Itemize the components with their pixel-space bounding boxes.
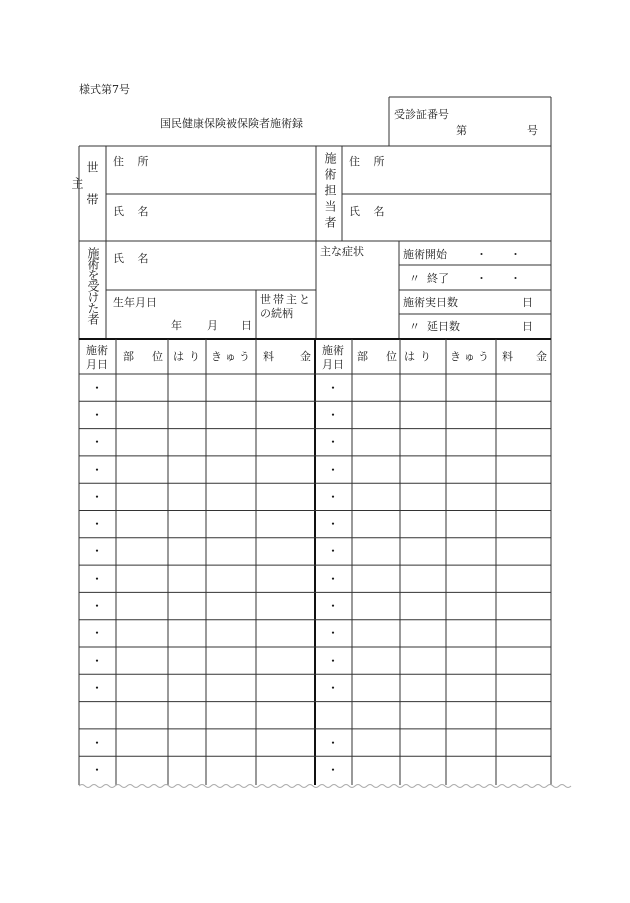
right-row-date-dot: ・ [327,653,340,668]
right-row-date-dot: ・ [327,544,340,559]
practitioner-label-text: 施術担当者 [323,152,337,232]
right-header-hari: はり [404,350,436,363]
right-header-kyuu: きゅう [450,350,492,363]
right-row-date-dot: ・ [327,517,340,532]
left-row-date-dot: ・ [91,407,104,422]
end-ditto-mark: 〃 [409,272,420,285]
end-dot-1: ・ [476,272,487,285]
right-header-site-2: 位 [386,350,397,363]
certificate-label: 受診証番号 [394,108,449,121]
left-header-date-1: 施術 [86,344,108,357]
left-row-date-dot: ・ [91,435,104,450]
right-header-site-1: 部 [357,350,368,363]
left-header-date-2: 月日 [86,358,108,371]
left-row-date-dot: ・ [91,571,104,586]
left-row-date-dot: ・ [91,599,104,614]
left-row-date-dot: ・ [91,462,104,477]
patient-label-text: 施術を受けた者 [86,247,100,324]
patient-name-label: 氏 名 [113,252,154,265]
birthdate-label: 生年月日 [113,296,157,309]
left-header-site-1: 部 [123,350,134,363]
left-header-site-2: 位 [152,350,163,363]
form-title: 国民健康保険被保険者施術録 [160,117,303,130]
actual-days-label: 施術実日数 [403,296,458,309]
left-row-date-dot: ・ [91,517,104,532]
extended-days-unit: 日 [522,320,533,333]
householder-address-label: 住 所 [113,155,154,168]
relation-label-line1: 世帯主と [260,293,312,306]
right-row-date-dot: ・ [327,680,340,695]
left-header-kyuu: きゅう [211,350,253,363]
right-row-date-dot: ・ [327,407,340,422]
symptoms-label: 主な症状 [320,245,364,258]
start-dot-2: ・ [510,248,521,261]
left-row-date-dot: ・ [91,626,104,641]
certificate-dai: 第 [456,124,467,137]
householder-name-label: 氏 名 [113,205,154,218]
birth-year-unit: 年 [171,319,182,332]
extended-days-label: 延日数 [427,320,460,333]
right-row-date-dot: ・ [327,571,340,586]
right-row-date-dot: ・ [327,489,340,504]
practitioner-name-label: 氏 名 [349,205,390,218]
left-row-date-dot: ・ [91,489,104,504]
left-row-date-dot: ・ [91,544,104,559]
left-header-hari: はり [173,350,205,363]
form-number-label: 様式第7号 [79,83,130,96]
right-row-date-dot: ・ [327,735,340,750]
right-header-date-2: 月日 [322,358,344,371]
end-dot-2: ・ [510,272,521,285]
treatment-end-label: 終了 [427,272,449,285]
right-row-date-dot: ・ [327,626,340,641]
relation-label-line2: の続柄 [260,307,293,320]
left-header-fee-2: 金 [300,350,311,363]
certificate-go: 号 [527,124,538,137]
right-row-date-dot: ・ [327,435,340,450]
left-row-date-dot: ・ [91,762,104,777]
birth-day-unit: 日 [241,319,252,332]
treatment-start-label: 施術開始 [403,248,447,261]
left-row-date-dot: ・ [91,653,104,668]
birth-month-unit: 月 [207,319,218,332]
left-header-fee-1: 料 [263,350,274,363]
right-header-fee-1: 料 [502,350,513,363]
right-header-fee-2: 金 [536,350,547,363]
start-dot-1: ・ [476,248,487,261]
left-row-date-dot: ・ [91,735,104,750]
left-row-date-dot: ・ [91,680,104,695]
actual-days-unit: 日 [522,296,533,309]
right-row-date-dot: ・ [327,762,340,777]
practitioner-address-label: 住 所 [349,155,390,168]
right-header-date-1: 施術 [322,344,344,357]
left-row-date-dot: ・ [91,380,104,395]
right-row-date-dot: ・ [327,380,340,395]
householder-label-text: 世帯主 [70,161,99,225]
right-row-date-dot: ・ [327,462,340,477]
right-row-date-dot: ・ [327,599,340,614]
extended-ditto-mark: 〃 [409,320,420,333]
